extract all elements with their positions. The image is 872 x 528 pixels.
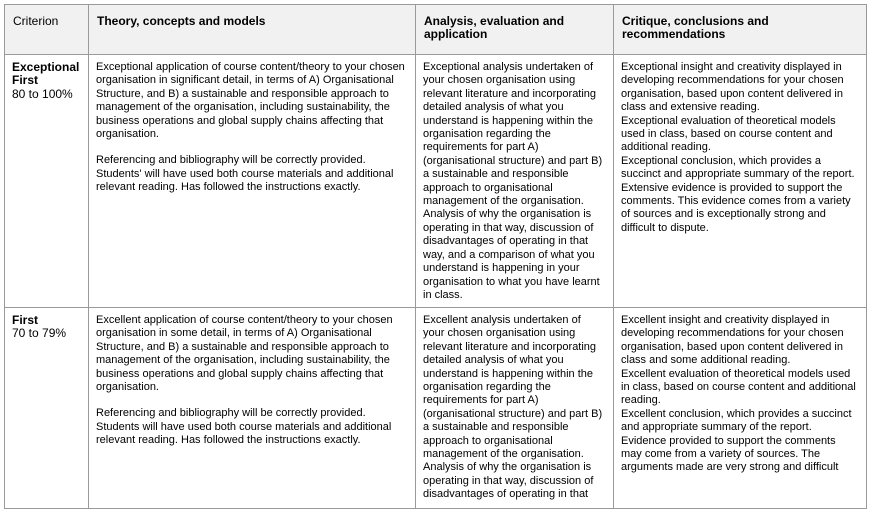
theory-paragraph: Exceptional application of course content/theory to your chosen organisation in significant detail, in terms of A) Organisational Structure, and B) a sustainable and responsible approach to management of the organisation, including sustainability, the business operations and global supply chains affecting that organisation. <box>96 61 405 141</box>
critique-line: Excellent insight and creativity displayed in developing recommendations for your chosen organisation, based upon content delivered in class and some additional reading. <box>621 314 844 367</box>
analysis-cell <box>416 55 614 308</box>
critique-line: Exceptional insight and creativity displayed in developing recommendations for your chosen organisation, based upon content delivered in class and extensive reading. <box>621 61 844 114</box>
grade-range: 70 to 79% <box>12 326 67 341</box>
header-row <box>5 5 867 55</box>
referencing-paragraph: Referencing and bibliography will be correctly provided. Students will have used both course materials and additional relevant reading. Has followed the instructions exactly. <box>96 407 392 447</box>
header-analysis: Analysis, evaluation and application <box>416 5 614 55</box>
grade-range: 80 to 100% <box>12 86 73 101</box>
analysis-text: Excellent analysis undertaken of your chosen organisation using relevant literature and incorporating detailed analysis of what you understand is happening within the organisation regarding the requirements for part A) (organisational structure) and part B) a sustainable and responsible approach to organisational management of the organisation. Analysis of why the organisation is operating in that way, discussion of disadvantages of operating in that <box>423 314 603 501</box>
criterion-cell <box>5 308 89 509</box>
critique-cell <box>614 55 867 308</box>
table-row <box>5 55 867 308</box>
critique-line: Excellent evaluation of theoretical models used in class, based on course content and additional reading. <box>621 367 856 407</box>
critique-line: Exceptional conclusion, which provides a succinct and appropriate summary of the report. <box>621 154 855 181</box>
header-criterion: Criterion <box>5 5 89 55</box>
critique-cell <box>614 308 867 509</box>
critique-line: Excellent conclusion, which provides a succinct and appropriate summary of the report. <box>621 407 852 434</box>
critique-line: Exceptional evaluation of theoretical models used in class, based on course content and additional reading. <box>621 114 836 154</box>
theory-cell <box>89 55 416 308</box>
marking-rubric-table <box>4 4 867 509</box>
theory-paragraph: Excellent application of course content/theory to your chosen organisation in some detail, in terms of A) Organisational Structure, and B) a sustainable and responsible approach to management of the organisation, including sustainability, the business operations and global supply chains affecting that organisation. <box>96 314 393 394</box>
grade-level: First <box>12 313 39 327</box>
analysis-cell <box>416 308 614 509</box>
criterion-cell <box>5 55 89 308</box>
analysis-text: Exceptional analysis undertaken of your chosen organisation using relevant literature and incorporating detailed analysis of what you understand is happening within the organisation regarding the requirements for part A) (organisational structure) and part B) a sustainable and responsible approach to organisational management of the organisation. Analysis of why the organisation is operating in that way, discussion of disadvantages of operating in that way, and a comparison of what you understand is happening in your organisation to what you have learnt in class. <box>423 61 603 301</box>
grade-level: Exceptional First <box>12 60 80 88</box>
critique-line: Evidence provided to support the comments may come from a variety of sources. The arguments made are very strong and difficult <box>621 434 839 474</box>
referencing-paragraph: Referencing and bibliography will be correctly provided. Students' will have used both course materials and additional relevant reading. Has followed the instructions exactly. <box>96 154 394 194</box>
header-theory: Theory, concepts and models <box>89 5 416 55</box>
critique-line: Extensive evidence is provided to support the comments. This evidence comes from a variety of sources and is exceptionally strong and difficult to dispute. <box>621 181 851 234</box>
theory-cell <box>89 308 416 509</box>
header-critique: Critique, conclusions and recommendations <box>614 5 867 55</box>
table-row <box>5 308 867 509</box>
